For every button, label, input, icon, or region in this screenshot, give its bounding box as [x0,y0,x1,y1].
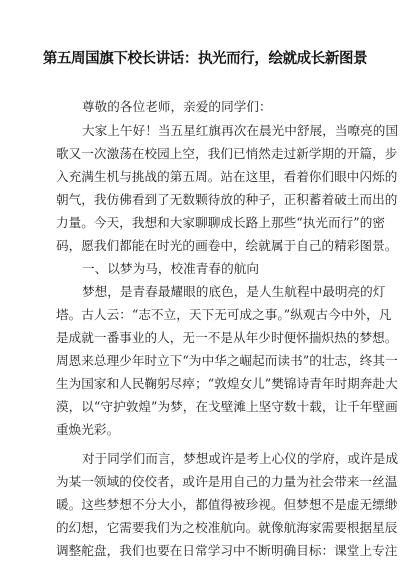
paragraph-line: 暖。这些梦想不分大小，都值得被珍视。但梦想不是虚无缥缈 [56,497,398,512]
paragraph-line: 调整舵盘，我们也要在日常学习中不断明确目标：课堂上专注 [56,543,398,558]
paragraph-line: 漠，以“守护敦煌”为梦，在戈壁滩上坚守数十载，让千年壁画 [56,399,398,414]
section-heading-line: 一、以梦为马，校准青春的航向 [82,261,260,276]
paragraph-line: 梦想，是青春最耀眼的底色，是人生航程中最明亮的灯 [82,284,386,299]
paragraph-line: 的幻想，它需要我们为之校准航向。就像航海家需要根据星辰 [56,520,398,535]
paragraph-line: 码，愿我们都能在时光的画卷中，绘就属于自己的精彩图景。 [56,238,398,253]
paragraph-line: 塔。古人云：“志不立，天下无可成之事。”纵观古今中外，凡 [56,307,392,322]
paragraph-line: 力量。今天，我想和大家聊聊成长路上那些“执光而行”的密 [56,215,386,230]
paragraph-line: 大家上午好！当五星红旗再次在晨光中舒展，当嘹亮的国 [82,123,399,138]
salutation-line: 尊敬的各位老师，亲爱的同学们： [82,99,272,114]
paragraph-line: 入充满生机与挑战的第五周。站在这里，看着你们眼中闪烁的 [56,169,398,184]
paragraph-line: 周恩来总理少年时立下“为中华之崛起而读书”的壮志，终其一 [56,353,398,368]
paragraph-line: 歌又一次激荡在校园上空，我们已悄然走过新学期的开篇，步 [56,146,398,161]
paragraph-line: 生为国家和人民鞠躬尽瘁；“敦煌女儿”樊锦诗青年时期奔赴大 [56,376,398,391]
paragraph-line: 是成就一番事业的人，无一不是从年少时便怀揣炽热的梦想。 [56,330,398,345]
page-title: 第五周国旗下校长讲话：执光而行，绘就成长新图景 [42,50,368,67]
paragraph-line: 重焕光彩。 [56,422,120,437]
paragraph-line: 为某一领域的佼佼者，或许是用自己的力量为社会带来一丝温 [56,474,398,489]
paragraph-line: 对于同学们而言，梦想或许是考上心仪的学府，或许是成 [82,451,399,466]
paragraph-line: 朝气，我仿佛看到了无数颗待放的种子，正积蓄着破土而出的 [56,192,398,207]
